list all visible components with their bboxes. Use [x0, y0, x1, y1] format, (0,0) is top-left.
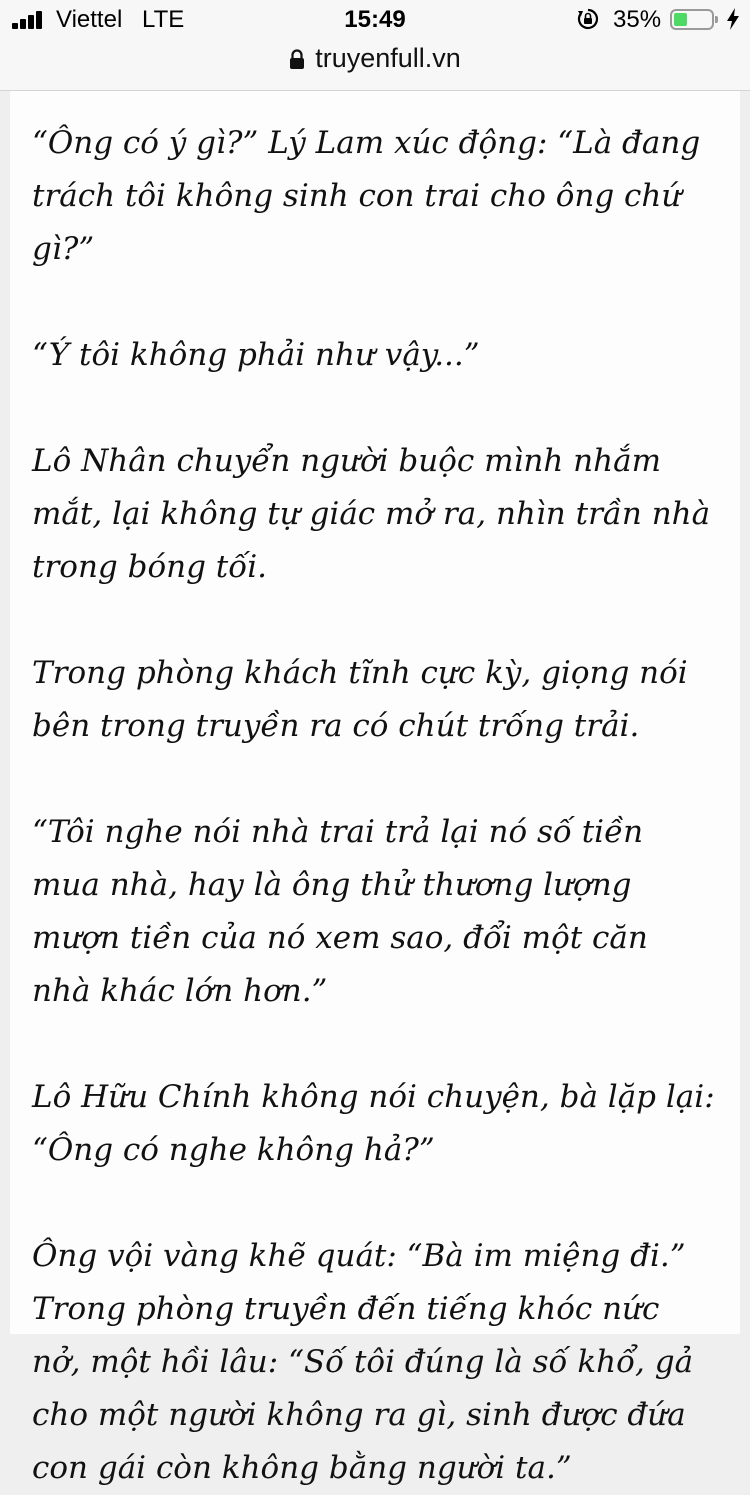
story-paragraph: Trong phòng khách tĩnh cực kỳ, giọng nói bên trong truyền ra có chút trống trải. [32, 655, 688, 744]
orientation-lock-icon [577, 8, 599, 30]
story-paragraph: Ông vội vàng khẽ quát: “Bà im miệng đi.” Trong phòng truyền đến tiếng khóc nức nở, một hồi lâu: “Số tôi đúng là số khổ, gả cho một người không ra gì, sinh được đứa con gái còn không bằng người ta.” [32, 1238, 694, 1486]
battery-percent: 35% [613, 6, 662, 33]
story-paragraph: Lô Nhân chuyển người buộc mình nhắm mắt, lại không tự giác mở ra, nhìn trần nhà trong bóng tối. [32, 443, 711, 585]
story-content [10, 91, 740, 1486]
status-bar [0, 0, 750, 40]
story-paragraph: Lô Hữu Chính không nói chuyện, bà lặp lại: “Ông có nghe không hả?” [32, 1079, 715, 1168]
story-paragraph: “Ông có ý gì?” Lý Lam xúc động: “Là đang trách tôi không sinh con trai cho ông chứ gì?” [32, 125, 701, 267]
browser-address-bar[interactable] [0, 40, 750, 91]
network-type: LTE [142, 6, 185, 33]
battery-level-fill [674, 13, 687, 26]
carrier-name: Viettel [56, 6, 123, 33]
page-url[interactable]: truyenfull.vn [315, 43, 461, 73]
charging-bolt-icon [726, 8, 740, 30]
status-time: 15:49 [344, 6, 406, 33]
story-paragraph: “Ý tôi không phải như vậy...” [32, 337, 480, 373]
story-paragraph: “Tôi nghe nói nhà trai trả lại nó số tiền mua nhà, hay là ông thử thương lượng mượn tiền của nó xem sao, đổi một căn nhà khác lớn hơn.” [32, 814, 648, 1009]
lock-icon [289, 48, 305, 70]
battery-icon [670, 9, 714, 30]
